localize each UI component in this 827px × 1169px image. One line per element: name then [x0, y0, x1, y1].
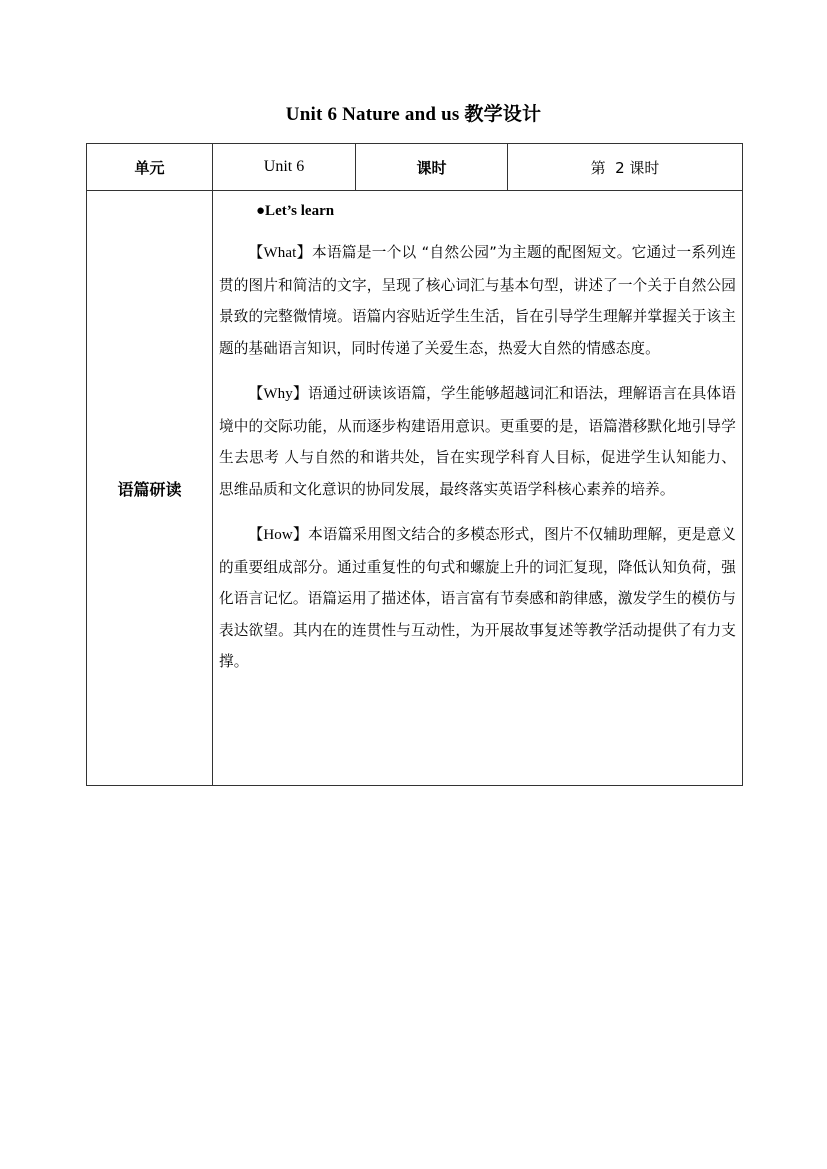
why-text: 语通过研读该语篇，学生能够超越词汇和语法，理解语言在具体语境中的交际功能，从而逐步构建语用意识。更重要的是，语篇潜移默化地引导学生去思考 人与自然的和谐共处，旨在实现学科育人目标，促进学生认知能力、思维品质和文化意识的协同发展，最终落实英语学科核心素养的培养。	[219, 385, 736, 498]
lesson-design-table	[86, 143, 743, 786]
what-tag: 【What】	[248, 245, 313, 261]
how-paragraph	[219, 519, 736, 678]
table-header-row	[87, 144, 743, 191]
what-text: 本语篇是一个以 “自然公园”为主题的配图短文。它通过一系列连贯的图片和简洁的文字，呈现了核心词汇与基本句型，讲述了一个关于自然公园景致的完整微情境。语篇内容贴近学生生活，旨在引导学生理解并掌握关于该主题的基础语言知识，同时传递了关爱生态，热爱大自然的情感态度。	[219, 244, 736, 357]
how-tag: 【How】	[248, 527, 309, 543]
page-title: Unit 6 Nature and us 教学设计	[285, 104, 542, 125]
what-paragraph	[219, 237, 736, 364]
how-text: 本语篇采用图文结合的多模态形式，图片不仅辅助理解，更是意义的重要组成部分。通过重复性的句式和螺旋上升的词汇复现，降低认知负荷，强化语言记忆。语篇运用了描述体，语言富有节奏感和韵律感，激发学生的模仿与表达欲望。其内在的连贯性与互动性，为开展故事复述等教学活动提供了有力支撑。	[219, 526, 737, 670]
period-value-cell: 第 2 课时	[508, 144, 743, 191]
unit-label-cell: 单元	[87, 144, 213, 191]
text-analysis-content	[213, 191, 743, 786]
period-label-cell: 课时	[356, 144, 508, 191]
unit-value-cell: Unit 6	[213, 144, 356, 191]
text-analysis-row	[87, 191, 743, 786]
text-analysis-label: 语篇研读	[87, 191, 213, 786]
why-paragraph	[219, 378, 736, 505]
lets-learn-heading: ●Let’s learn	[256, 203, 335, 219]
why-tag: 【Why】	[248, 386, 309, 402]
